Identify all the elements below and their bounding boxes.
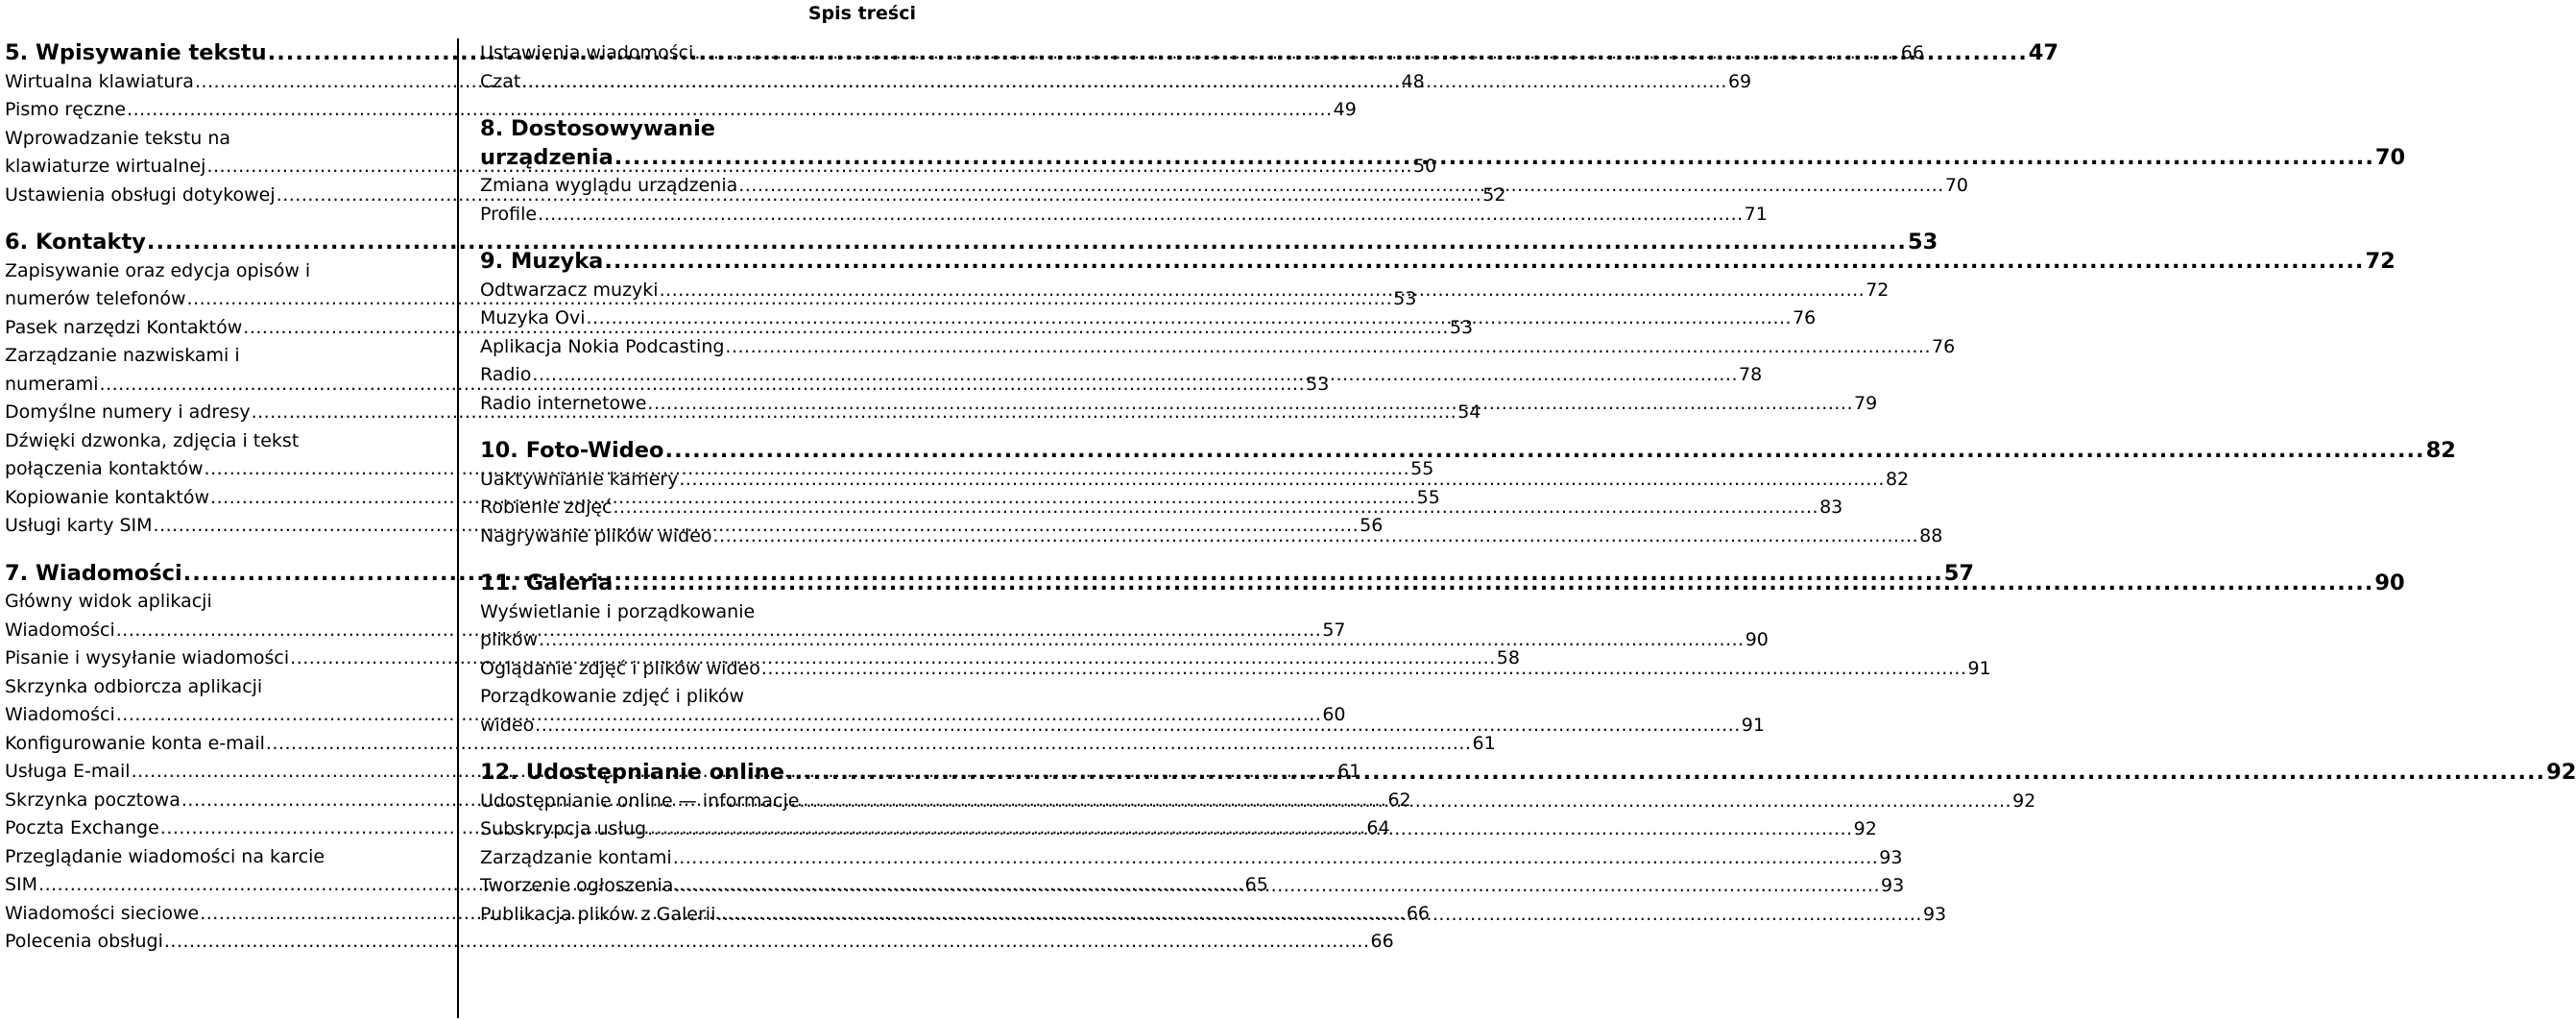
section-title[interactable] [480, 437, 2456, 466]
section-title-page: 82 [2425, 438, 2456, 463]
toc-entry-label: Ustawienia wiadomości [480, 42, 694, 63]
toc-entry-first-line: Skrzynka odbiorcza aplikacji [5, 675, 263, 697]
toc-entry-page: 64 [1366, 817, 1390, 838]
toc-entry-page: 82 [1885, 468, 1910, 490]
section-title-label: 6. Kontakty [5, 230, 146, 255]
toc-entry[interactable] [480, 201, 1768, 230]
toc-entry-label: Subskrypcja usług [480, 818, 647, 839]
toc-entry[interactable] [5, 928, 1394, 957]
toc-entry-label: plików [480, 629, 539, 650]
toc-entry-first-line: Przeglądanie wiadomości na karcie [5, 845, 325, 867]
section-title-label: 12. Udostępnianie online [480, 760, 784, 785]
section-title-first-line: 8. Dostosowywanie [480, 116, 716, 141]
toc-entry-page: 58 [1496, 647, 1520, 668]
toc-entry-page: 66 [1900, 42, 1925, 63]
leader-dots [614, 570, 2373, 598]
toc-entry-label: Odtwarzacz muzyki [480, 279, 659, 301]
toc-entry-page: 71 [1744, 203, 1768, 225]
toc-entry-line [5, 342, 445, 371]
section-title-label: 5. Wpisywanie tekstu [5, 40, 267, 65]
section-spacer [480, 740, 916, 759]
section-title-page: 72 [2365, 249, 2395, 274]
toc-entry[interactable] [480, 844, 1903, 873]
toc-entry-first-line: Dźwięki dzwonka, zdjęcia i tekst [5, 429, 300, 451]
toc-entry-label: Wiadomości [5, 704, 115, 725]
toc-entry-page: 93 [1922, 903, 1947, 925]
leader-dots [614, 494, 1819, 522]
toc-entry-label: połączenia kontaktów [5, 458, 204, 479]
section-title-line [480, 115, 916, 144]
toc-entry-page: 54 [1457, 401, 1481, 423]
toc-entry-label: Poczta Exchange [5, 817, 159, 838]
toc-entry-label: Usługi karty SIM [5, 515, 153, 536]
toc-entry-line [5, 125, 445, 154]
toc-entry-page: 65 [1244, 874, 1268, 895]
toc-entry-first-line: Porządkowanie zdjęć i plików [480, 686, 744, 707]
toc-entry-page: 76 [1932, 335, 1956, 357]
section-title-label: 10. Foto-Wideo [480, 438, 664, 463]
toc-entry-first-line: Główny widok aplikacji [5, 591, 212, 612]
leader-dots [538, 201, 1744, 230]
toc-entry-page: 91 [1967, 657, 1991, 679]
leader-dots [665, 437, 2425, 466]
toc-entry-label: numerów telefonów [5, 288, 186, 309]
section-title-page: 53 [1907, 230, 1938, 255]
toc-entry-page: 57 [1322, 619, 1346, 641]
leader-dots [539, 626, 1745, 655]
leader-dots [694, 39, 1900, 68]
section-title-label: urządzenia [480, 144, 614, 170]
toc-entry-label: numerami [5, 373, 99, 395]
toc-entry-page: 70 [1944, 175, 1969, 196]
toc-entry-line [5, 588, 445, 617]
leader-dots [647, 815, 1853, 844]
leader-dots [604, 248, 2364, 277]
toc-entry-label: Usługa E-mail [5, 761, 131, 782]
toc-entry-label: Pasek narzędzi Kontaktów [5, 316, 243, 338]
toc-entry-label: Tworzenie ogłoszenia [480, 875, 674, 896]
section-spacer [480, 96, 916, 115]
toc-entry-label: SIM [5, 874, 38, 895]
leader-dots [716, 901, 1922, 930]
toc-entry-label: Pisanie i wysyłanie wiadomości [5, 647, 290, 668]
leader-dots [535, 712, 1741, 741]
toc-entry-label: Radio [480, 364, 532, 385]
leader-dots [785, 759, 2545, 788]
toc-entry-page: 55 [1410, 458, 1434, 479]
section-spacer [480, 418, 916, 437]
toc-entry-page: 49 [1333, 99, 1357, 120]
leader-dots [725, 333, 1931, 362]
toc-entry-label: Profile [480, 203, 538, 225]
toc-entry[interactable] [5, 730, 1496, 759]
section-title-page: 90 [2374, 571, 2405, 595]
toc-entry-page: 91 [1741, 714, 1765, 736]
section-title[interactable] [5, 229, 1938, 257]
toc-entry-label: Wiadomości [5, 619, 115, 641]
toc-entry-page: 72 [1866, 279, 1890, 301]
toc-entry-page: 53 [1449, 316, 1474, 338]
toc-entry-page: 90 [1745, 629, 1769, 650]
toc-entry-label: Zmiana wyglądu urządzenia [480, 175, 738, 196]
toc-entry-label: Ustawienia obsługi dotykowej [5, 183, 276, 206]
leader-dots [761, 655, 1967, 684]
toc-entry-label: Konfigurowanie konta e-mail [5, 732, 265, 754]
toc-entry-label: Kopiowanie kontaktów [5, 486, 210, 508]
toc-entry-line [5, 673, 445, 702]
toc-entry-page: 66 [1370, 931, 1394, 952]
section-spacer [5, 541, 445, 560]
toc-entry-label: Wiadomości sieciowe [5, 902, 200, 924]
column-divider [457, 38, 459, 1018]
toc-entry-line [5, 427, 445, 456]
leader-dots [674, 872, 1880, 901]
toc-entry[interactable] [480, 333, 1956, 362]
leader-dots [532, 361, 1738, 390]
leader-dots [660, 277, 1866, 305]
toc-entry-page: 83 [1819, 497, 1843, 518]
toc-entry-label: Robienie zdjęć [480, 497, 613, 518]
toc-entry-first-line: Zapisywanie oraz edycja opisów i [5, 259, 311, 281]
section-spacer [480, 550, 916, 570]
toc-entry-label: Aplikacja Nokia Podcasting [480, 335, 725, 357]
toc-entry-label: Czat [480, 70, 521, 92]
toc-entry-page: 55 [1416, 486, 1440, 508]
toc-entry-label: Muzyka Ovi [480, 307, 586, 328]
section-title-page: 47 [2028, 40, 2059, 65]
leader-dots [713, 522, 1919, 551]
toc-entry-page: 92 [2012, 789, 2036, 812]
section-title-page: 92 [2546, 760, 2576, 785]
toc-entry-line [480, 598, 916, 627]
toc-entry-label: Nagrywanie plików wideo [480, 524, 712, 546]
section-title[interactable] [480, 248, 2395, 277]
toc-entry-label: Uaktywnianie kamery [480, 468, 679, 490]
toc-entry-label: Polecenia obsługi [5, 931, 163, 952]
section-title-label: 11. Galeria [480, 571, 614, 595]
toc-entry-page: 61 [1472, 732, 1496, 754]
toc-entry-page: 61 [1337, 761, 1361, 782]
toc-entry-label: Oglądanie zdjęć i plików wideo [480, 657, 760, 679]
toc-entry-page: 52 [1482, 183, 1506, 206]
toc-entry-page: 79 [1854, 392, 1878, 414]
leader-dots [673, 844, 1879, 873]
toc-entry-page: 93 [1879, 846, 1903, 868]
toc-entry-line [480, 683, 916, 712]
running-header: Spis treści [807, 3, 916, 24]
section-title-label: 7. Wiadomości [5, 560, 182, 586]
toc-entry-label: Publikacja plików z Galerii [480, 903, 716, 925]
toc-entry[interactable] [480, 39, 1925, 68]
leader-dots [614, 144, 2374, 173]
toc-entry-first-line: Wyświetlanie i porządkowanie [480, 600, 756, 622]
toc-entry-label: Udostępnianie online — informacje. [480, 789, 806, 812]
toc-entry-page: 56 [1360, 515, 1384, 536]
toc-entry[interactable] [5, 96, 1357, 125]
toc-entry-page: 78 [1739, 364, 1763, 385]
toc-entry-first-line: Wprowadzanie tekstu na [5, 127, 231, 149]
toc-entry-line [5, 257, 445, 286]
toc-entry-page: 93 [1880, 875, 1905, 896]
toc-entry-page: 88 [1919, 524, 1943, 546]
section-title-page: 57 [1943, 560, 1975, 586]
toc-entry-page: 66 [1406, 902, 1430, 924]
toc-entry-line [5, 843, 445, 872]
leader-dots [164, 928, 1370, 957]
toc-entry-label: Pismo ręczne [5, 99, 127, 120]
toc-entry-page: 53 [1393, 288, 1417, 309]
toc-entry-page: 60 [1322, 704, 1346, 725]
section-title-label: 9. Muzyka [480, 249, 604, 274]
toc-entry-page: 48 [1401, 70, 1425, 92]
leader-dots [738, 172, 1944, 201]
leader-dots [586, 304, 1792, 333]
toc-entry-page: 50 [1413, 156, 1437, 177]
leader-dots [521, 68, 1727, 97]
toc-entry-page: 62 [1387, 789, 1411, 811]
leader-dots [647, 390, 1853, 419]
toc-entry-page: 92 [1853, 818, 1877, 839]
section-spacer [480, 229, 916, 248]
toc-entry-label: Domyślne numery i adresy [5, 401, 251, 423]
toc-entry-label: wideo [480, 714, 535, 736]
toc-entry-label: klawiaturze wirtualnej [5, 156, 206, 177]
toc-entry-label: Skrzynka pocztowa [5, 789, 181, 811]
toc-entry-page: 76 [1793, 307, 1817, 328]
leader-dots [806, 788, 2011, 816]
toc-entry-page: 69 [1727, 70, 1752, 92]
toc-entry-label: Zarządzanie kontami [480, 846, 672, 868]
toc-entry-page: 53 [1306, 373, 1330, 395]
leader-dots [679, 466, 1885, 495]
section-title-page: 70 [2374, 144, 2406, 170]
section-spacer [5, 209, 445, 229]
toc-entry-label: Radio internetowe [480, 392, 647, 414]
toc-entry-label: Wirtualna klawiatura [5, 70, 194, 92]
toc-entry-first-line: Zarządzanie nazwiskami i [5, 345, 240, 366]
